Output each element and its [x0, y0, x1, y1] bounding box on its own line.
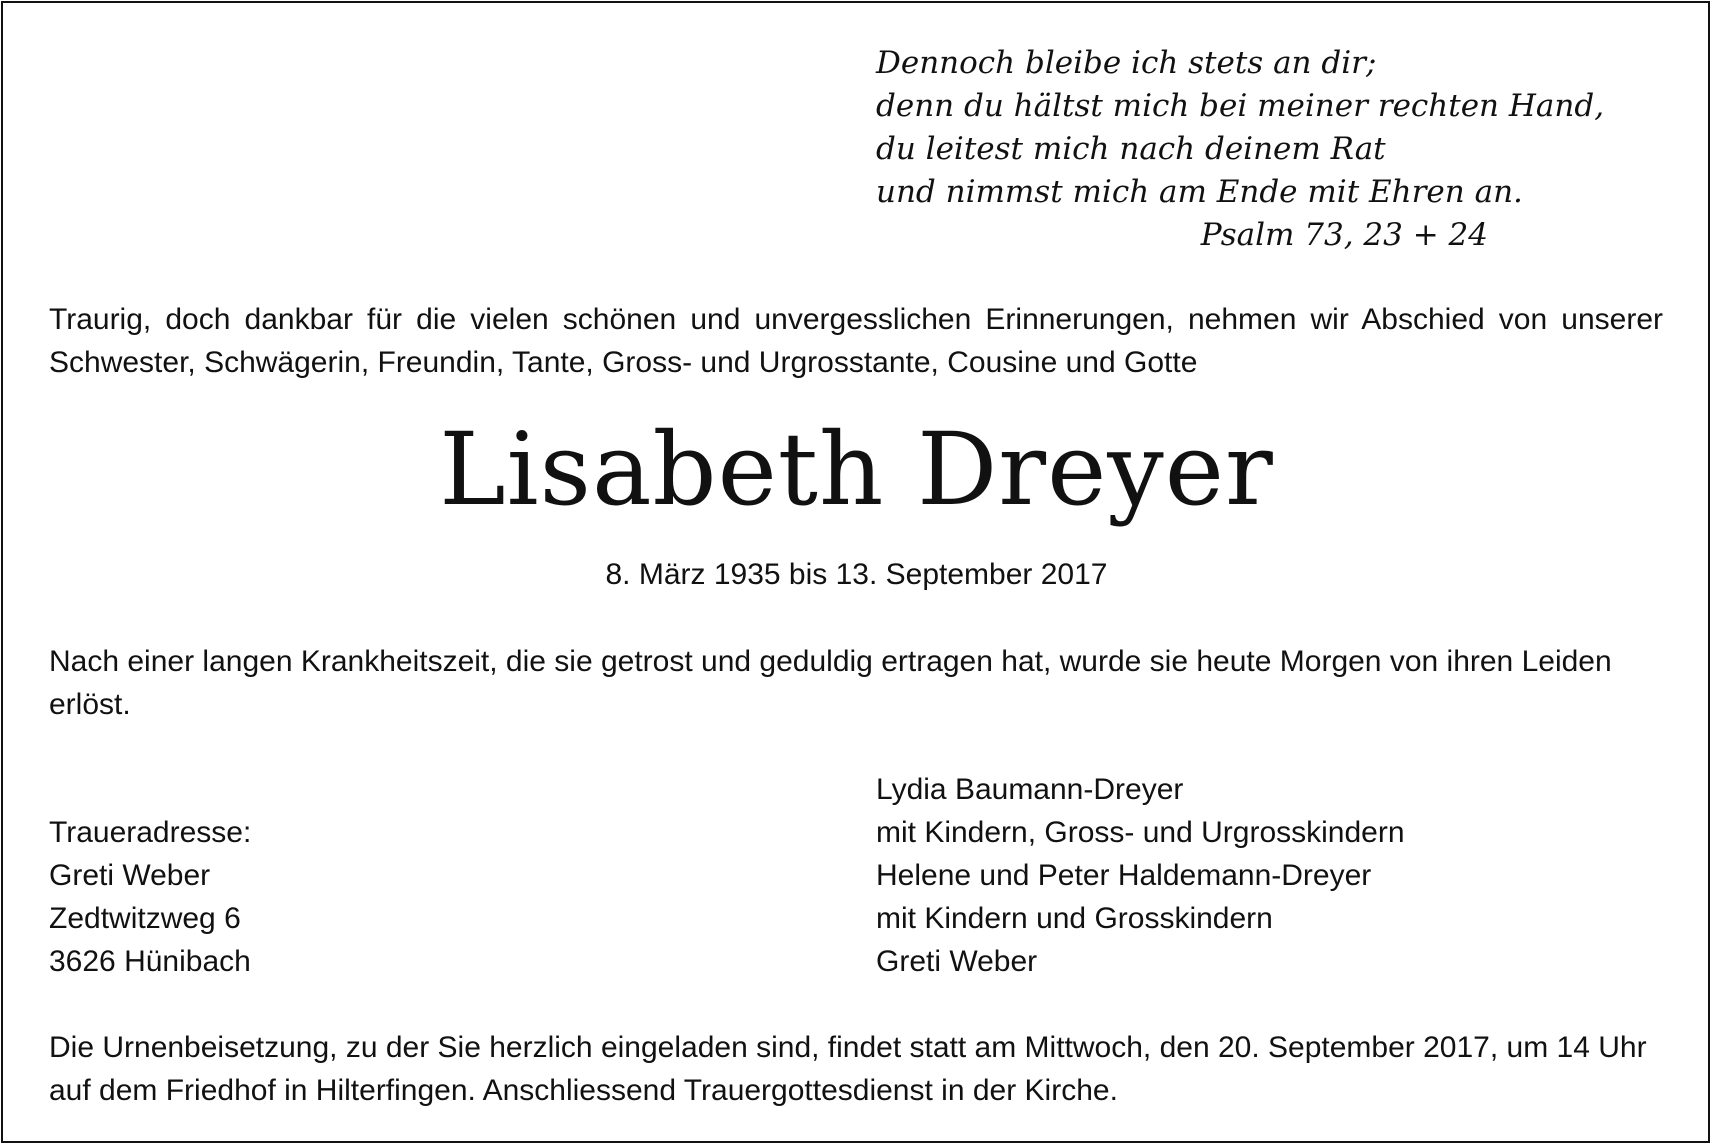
mourner-line: Greti Weber [876, 945, 1038, 978]
verse-line: denn du hältst mich bei meiner rechten Hand, [876, 88, 1605, 124]
verse-source: Psalm 73, 23 + 24 [1200, 217, 1488, 253]
address-name: Greti Weber [49, 859, 211, 892]
ceremony-paragraph: Die Urnenbeisetzung, zu der Sie herzlich eingeladen sind, findet statt am Mittwoch, den 20. September 2017, um 14 Uhr auf dem Friedhof in Hilterfingen. Anschliessend Trauergottesdienst in der Kirche. [49, 1031, 1647, 1107]
address-street: Zedtwitzweg 6 [49, 902, 241, 935]
psalm-verse [876, 42, 1605, 257]
intro-paragraph: Traurig, doch dankbar für die vielen schönen und unvergesslichen Erinnerungen, nehmen wir Abschied von unserer Schwester, Schwägerin, Freundin, Tante, Gross- und Urgrosstante, Cousine und Gotte [49, 303, 1663, 379]
address-label: Traueradresse: [49, 816, 252, 849]
verse-line: und nimmst mich am Ende mit Ehren an. [876, 174, 1523, 210]
verse-line: du leitest mich nach deinem Rat [876, 131, 1386, 167]
message-paragraph: Nach einer langen Krankheitszeit, die sie getrost und geduldig ertragen hat, wurde sie heute Morgen von ihren Leiden erlöst. [49, 645, 1612, 721]
mourners-list [876, 768, 1676, 983]
mourner-line: Helene und Peter Haldemann-Dreyer [876, 859, 1372, 892]
address-city: 3626 Hünibach [49, 945, 251, 978]
life-dates: 8. März 1935 bis 13. September 2017 [605, 558, 1108, 591]
deceased-name: Lisabeth Dreyer [439, 411, 1274, 528]
mourning-address [49, 811, 749, 983]
mourner-line: Lydia Baumann-Dreyer [876, 773, 1184, 806]
mourner-line: mit Kindern, Gross- und Urgrosskindern [876, 816, 1405, 849]
mourner-line: mit Kindern und Grosskindern [876, 902, 1273, 935]
verse-line: Dennoch bleibe ich stets an dir; [876, 45, 1377, 81]
